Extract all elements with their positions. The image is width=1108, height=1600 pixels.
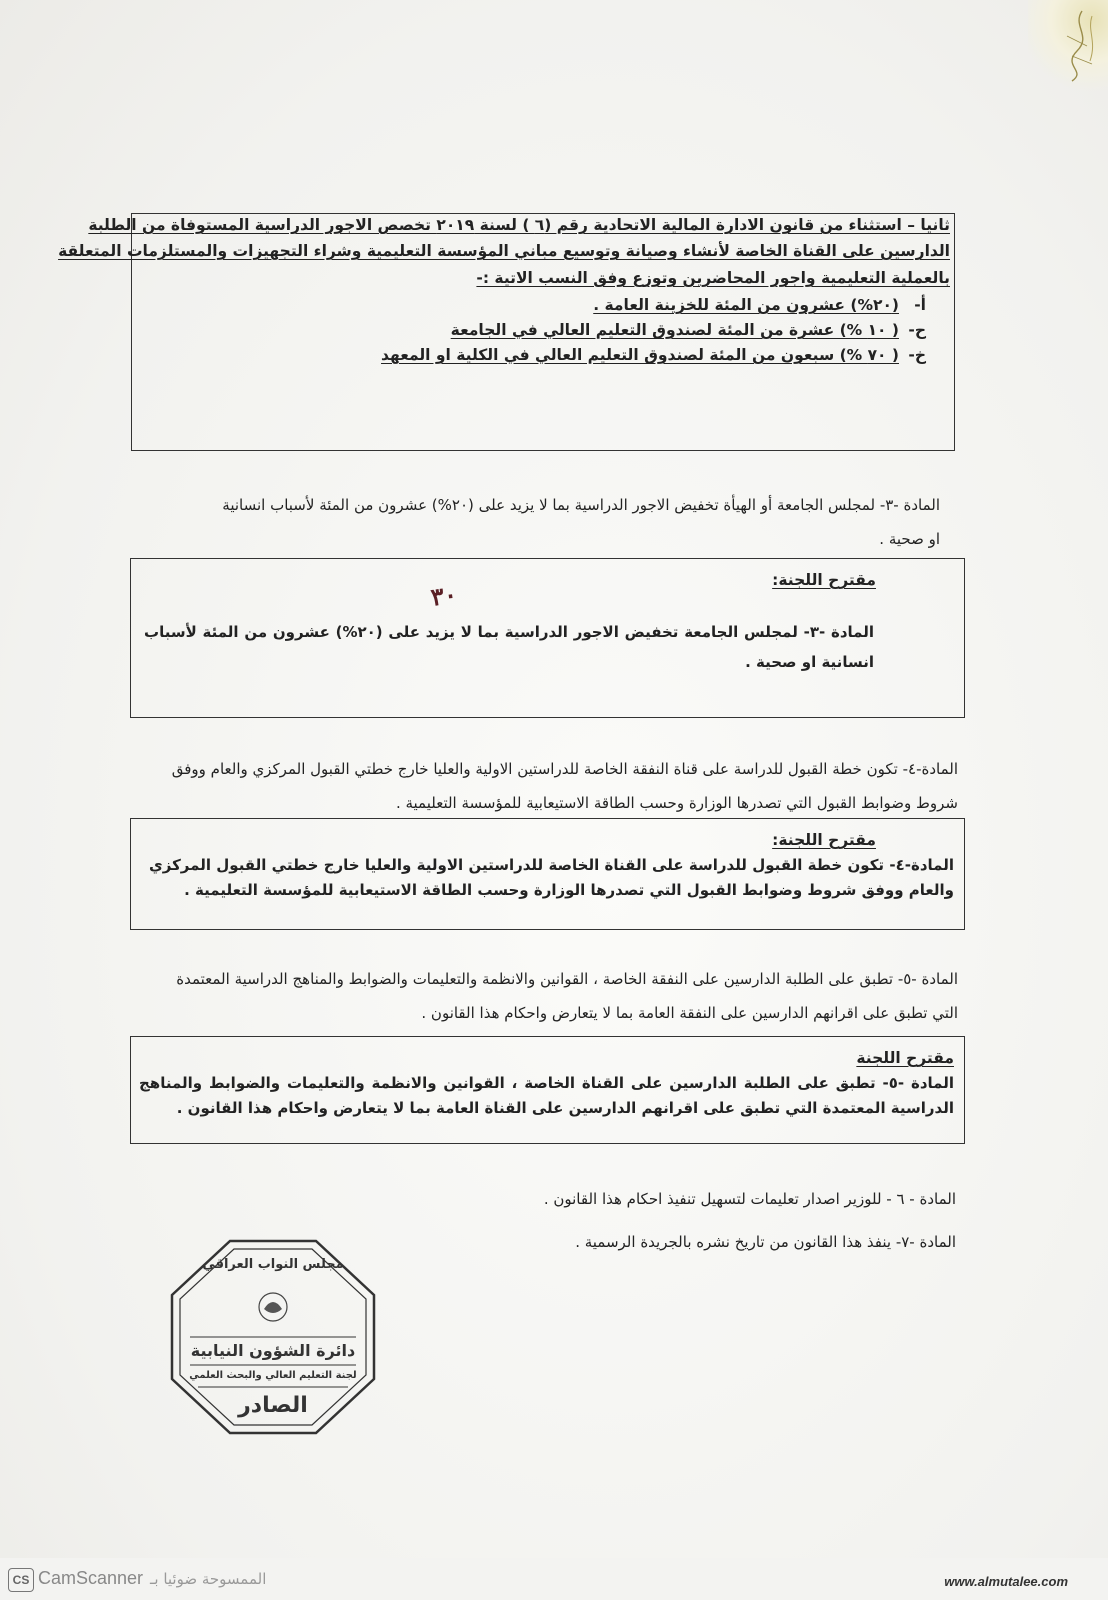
item-b-text: ( ١٠ %) عشرة من المئة لصندوق التعليم العالي في الجامعة [450,321,899,339]
section-two-line-1: ثانيا – استثناء من قانون الادارة المالية الاتحادية رقم (٦ ) لسنة ٢٠١٩ تخصص الاجور الدراسية المستوفاة من الطلبة [88,216,950,234]
camscanner-logo: CS [8,1568,34,1592]
item-c-marker: خ- [908,346,926,364]
proposal-4-box [130,818,965,930]
proposal-5-title: مقترح اللجنة [856,1049,954,1067]
section-two-line-3: بالعملية التعليمية واجور المحاضرين وتوزع وفق النسب الاتية :- [476,269,950,287]
proposal-5-box [130,1036,965,1144]
stamp-bottom-text: الصادر [238,1393,308,1418]
stamp-committee-text: لجنة التعليم العالي والبحث العلمي [189,1370,357,1381]
corner-scribble [1028,0,1108,100]
stamp-top-text: مجلس النواب العراقي [202,1257,344,1272]
item-a-marker: أ- [914,296,926,314]
proposal-4-title: مقترح اللجنة: [772,831,876,849]
article-5-text: المادة -٥- تطبق على الطلبة الدارسين على النفقة الخاصة ، القوانين والانظمة والتعليمات والضوابط والمناهج الدراسية المعتمدة التي تطبق على اقرانهم الدارسين على النفقة العامة بما لا يتعارض واحكام هذا القانون . [176,970,958,1022]
handwritten-correction: ٣٠ [429,579,459,612]
scanner-footer [0,1558,1108,1600]
item-a-text: (٢٠%) عشرون من المئة للخزينة العامة . [593,296,899,314]
section-two-line-2: الدارسين على القناة الخاصة لأنشاء وصيانة وتوسيع مباني المؤسسة التعليمية وشراء التجهيزات والمستلزمات المتعلقة [58,242,950,260]
proposal-3-title: مقترح اللجنة: [772,571,876,589]
item-b-marker: ح- [908,321,926,339]
proposal-5-text: المادة -٥- تطبق على الطلبة الدارسين على القناة الخاصة ، القوانين والانظمة والتعليمات والضوابط والمناهج الدراسية المعتمدة التي تطبق على اقرانهم الدارسين على القناة العامة بما لا يتعارض واحكام هذا القانون . [139,1074,954,1117]
item-c-text: ( ٧٠ %) سبعون من المئة لصندوق التعليم العالي في الكلية او المعهد [381,346,899,364]
proposal-3-box [130,558,965,718]
section-two-box [58,213,955,451]
camscanner-label: CamScanner [38,1568,144,1588]
website-watermark: www.almutalee.com [944,1574,1068,1589]
article-3-text: المادة -٣- لمجلس الجامعة أو الهيأة تخفيض الاجور الدراسية بما لا يزيد على (٢٠%) عشرون من المئة لأسباب انسانية او صحية . [222,496,940,548]
article-4-text: المادة-٤- تكون خطة القبول للدراسة على قناة النفقة الخاصة للدراستين الاولية والعليا خارج خطتي القبول المركزي والعام ووفق شروط وضوابط القبول التي تصدرها الوزارة وحسب الطاقة الاستيعابية للمؤسسة التعليمية . [171,760,958,812]
proposal-3-text: المادة -٣- لمجلس الجامعة تخفيض الاجور الدراسية بما لا يزيد على (٢٠%) عشرون من المئة لأسباب انسانية او صحية . [144,623,875,671]
stamp-dept-text: دائرة الشؤون النيابية [190,1341,356,1360]
article-6-text: المادة - ٦ - للوزير اصدار تعليمات لتسهيل تنفيذ احكام هذا القانون . [543,1190,956,1208]
proposal-4-text: المادة-٤- تكون خطة القبول للدراسة على القناة الخاصة للدراستين الاولية والعليا خارج خطتي القبول المركزي والعام ووفق شروط وضوابط القبول التي تصدرها الوزارة وحسب الطاقة الاستيعابية للمؤسسة التعليمية . [149,856,954,899]
official-stamp [168,1237,378,1437]
article-7-text: المادة -٧- ينفذ هذا القانون من تاريخ نشره بالجريدة الرسمية . [575,1233,956,1251]
scanned-by-label: الممسوحة ضوئيا بـ [150,1570,267,1588]
